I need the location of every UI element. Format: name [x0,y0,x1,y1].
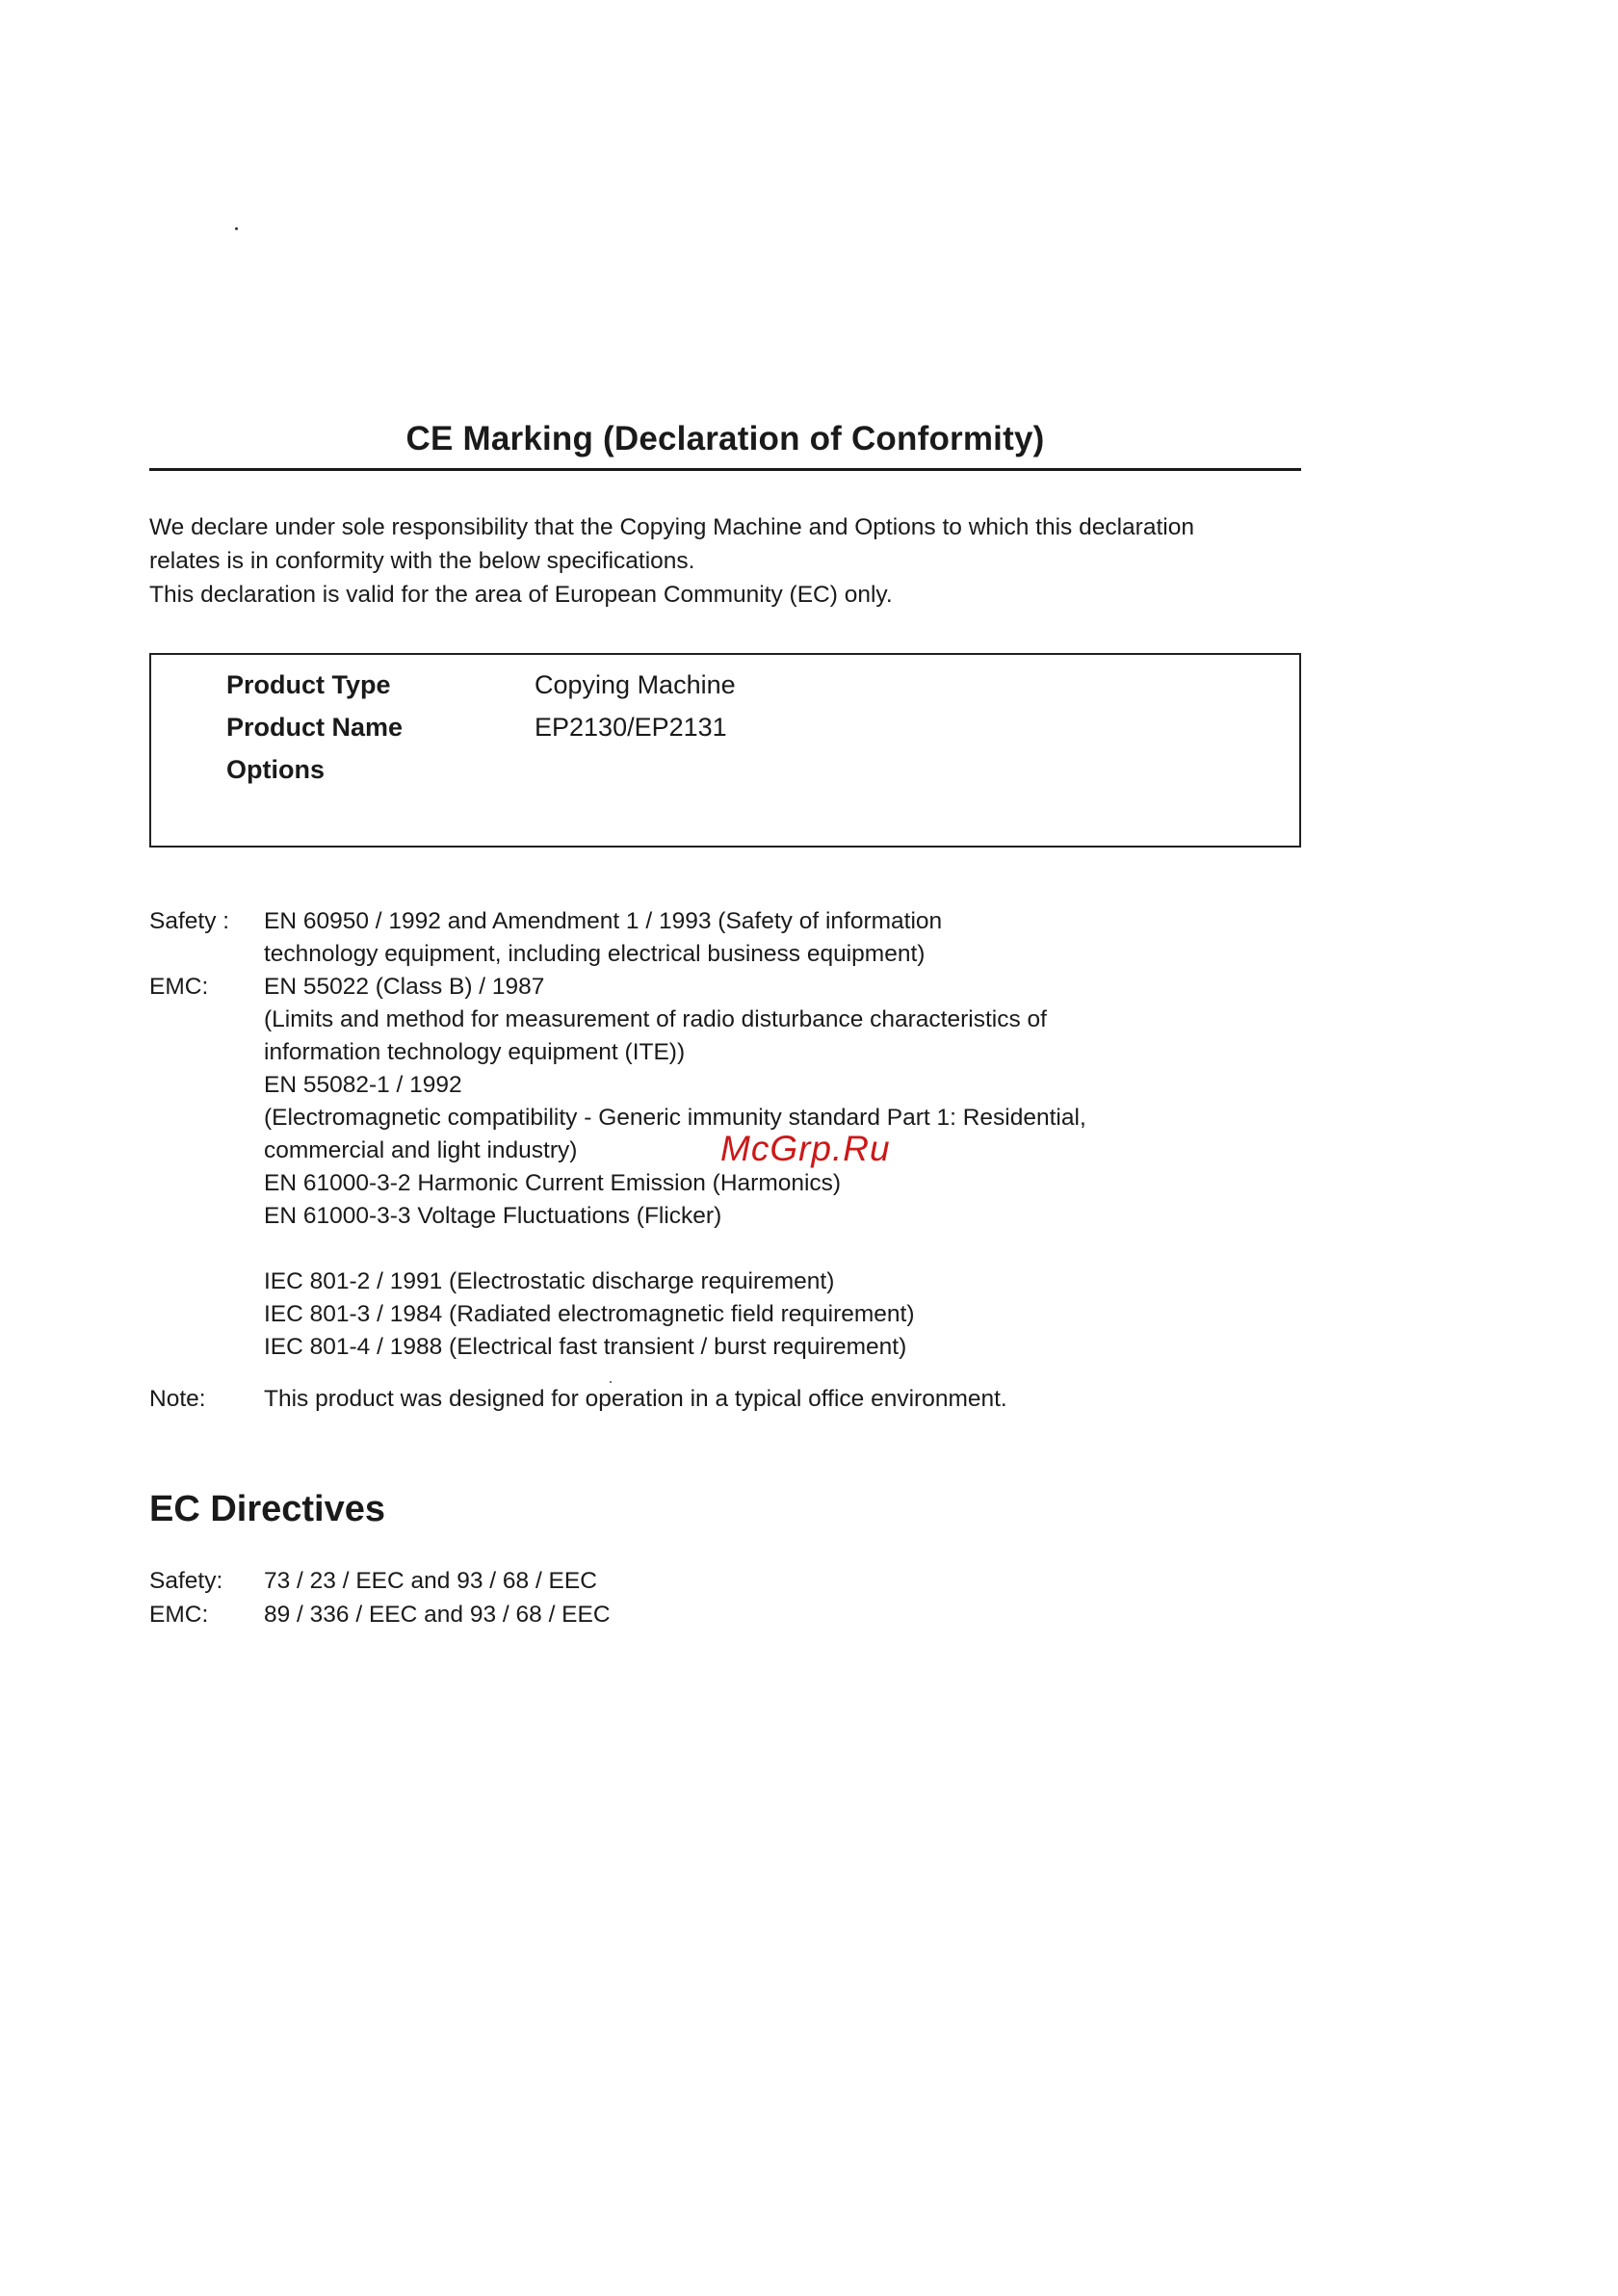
spec-line: IEC 801-3 / 1984 (Radiated electromagnetic field requirement) [264,1301,915,1327]
options-label: Options [226,755,325,784]
spec-line: (Electromagnetic compatibility - Generic immunity standard Part 1: Residential, [264,1105,1086,1131]
product-info-box [149,653,1301,848]
ec-emc-row [149,1598,920,1631]
spec-line: information technology equipment (ITE)) [264,1039,686,1065]
spec-line: technology equipment, including electrical business equipment) [264,941,926,967]
spec-line: (Limits and method for measurement of radio disturbance characteristics of [264,1006,1047,1032]
product-name-value: EP2130/EP2131 [535,713,727,742]
intro-line: This declaration is valid for the area of European Community (EC) only. [149,582,893,608]
scan-speck [235,227,238,230]
emc-label: EMC: [149,974,209,1000]
note-text: This product was designed for operation in a typical office environment. [264,1386,1007,1412]
title-underline [149,468,1301,471]
spec-line: commercial and light industry) [264,1137,578,1163]
watermark: McGrp.Ru [720,1129,891,1168]
product-type-value: Copying Machine [535,670,736,699]
ec-safety-row [149,1564,920,1598]
spec-line: EN 55082-1 / 1992 [264,1072,462,1098]
intro-line: We declare under sole responsibility that the Copying Machine and Options to which this declaration [149,514,1194,540]
intro-paragraph [149,510,1324,612]
safety-spec [149,905,1305,971]
safety-label: Safety : [149,908,230,934]
page-title: CE Marking (Declaration of Conformity) [405,420,1045,457]
spec-line: IEC 801-2 / 1991 (Electrostatic discharge requirement) [264,1268,835,1294]
ec-safety-value: 73 / 23 / EEC and 93 / 68 / EEC [264,1568,597,1594]
ec-directives-heading: EC Directives [149,1489,386,1529]
intro-line: relates is in conformity with the below specifications. [149,548,695,574]
product-name-label: Product Name [226,713,404,742]
spec-line: EN 55022 (Class B) / 1987 [264,974,545,1000]
spec-line: IEC 801-4 / 1988 (Electrical fast transient / burst requirement) [264,1334,907,1360]
spec-line: EN 61000-3-2 Harmonic Current Emission (Harmonics) [264,1170,842,1196]
product-type-label: Product Type [226,670,391,699]
spec-line: EN 60950 / 1992 and Amendment 1 / 1993 (Safety of information [264,908,943,934]
spec-line: EN 61000-3-3 Voltage Fluctuations (Flicker) [264,1203,722,1229]
ec-safety-label: Safety: [149,1568,223,1594]
title-block [149,420,1301,472]
ec-directives-list [149,1564,920,1631]
note-row [149,1383,1305,1416]
note-label: Note: [149,1386,206,1412]
ec-emc-label: EMC: [149,1602,209,1628]
ec-emc-value: 89 / 336 / EEC and 93 / 68 / EEC [264,1602,611,1628]
